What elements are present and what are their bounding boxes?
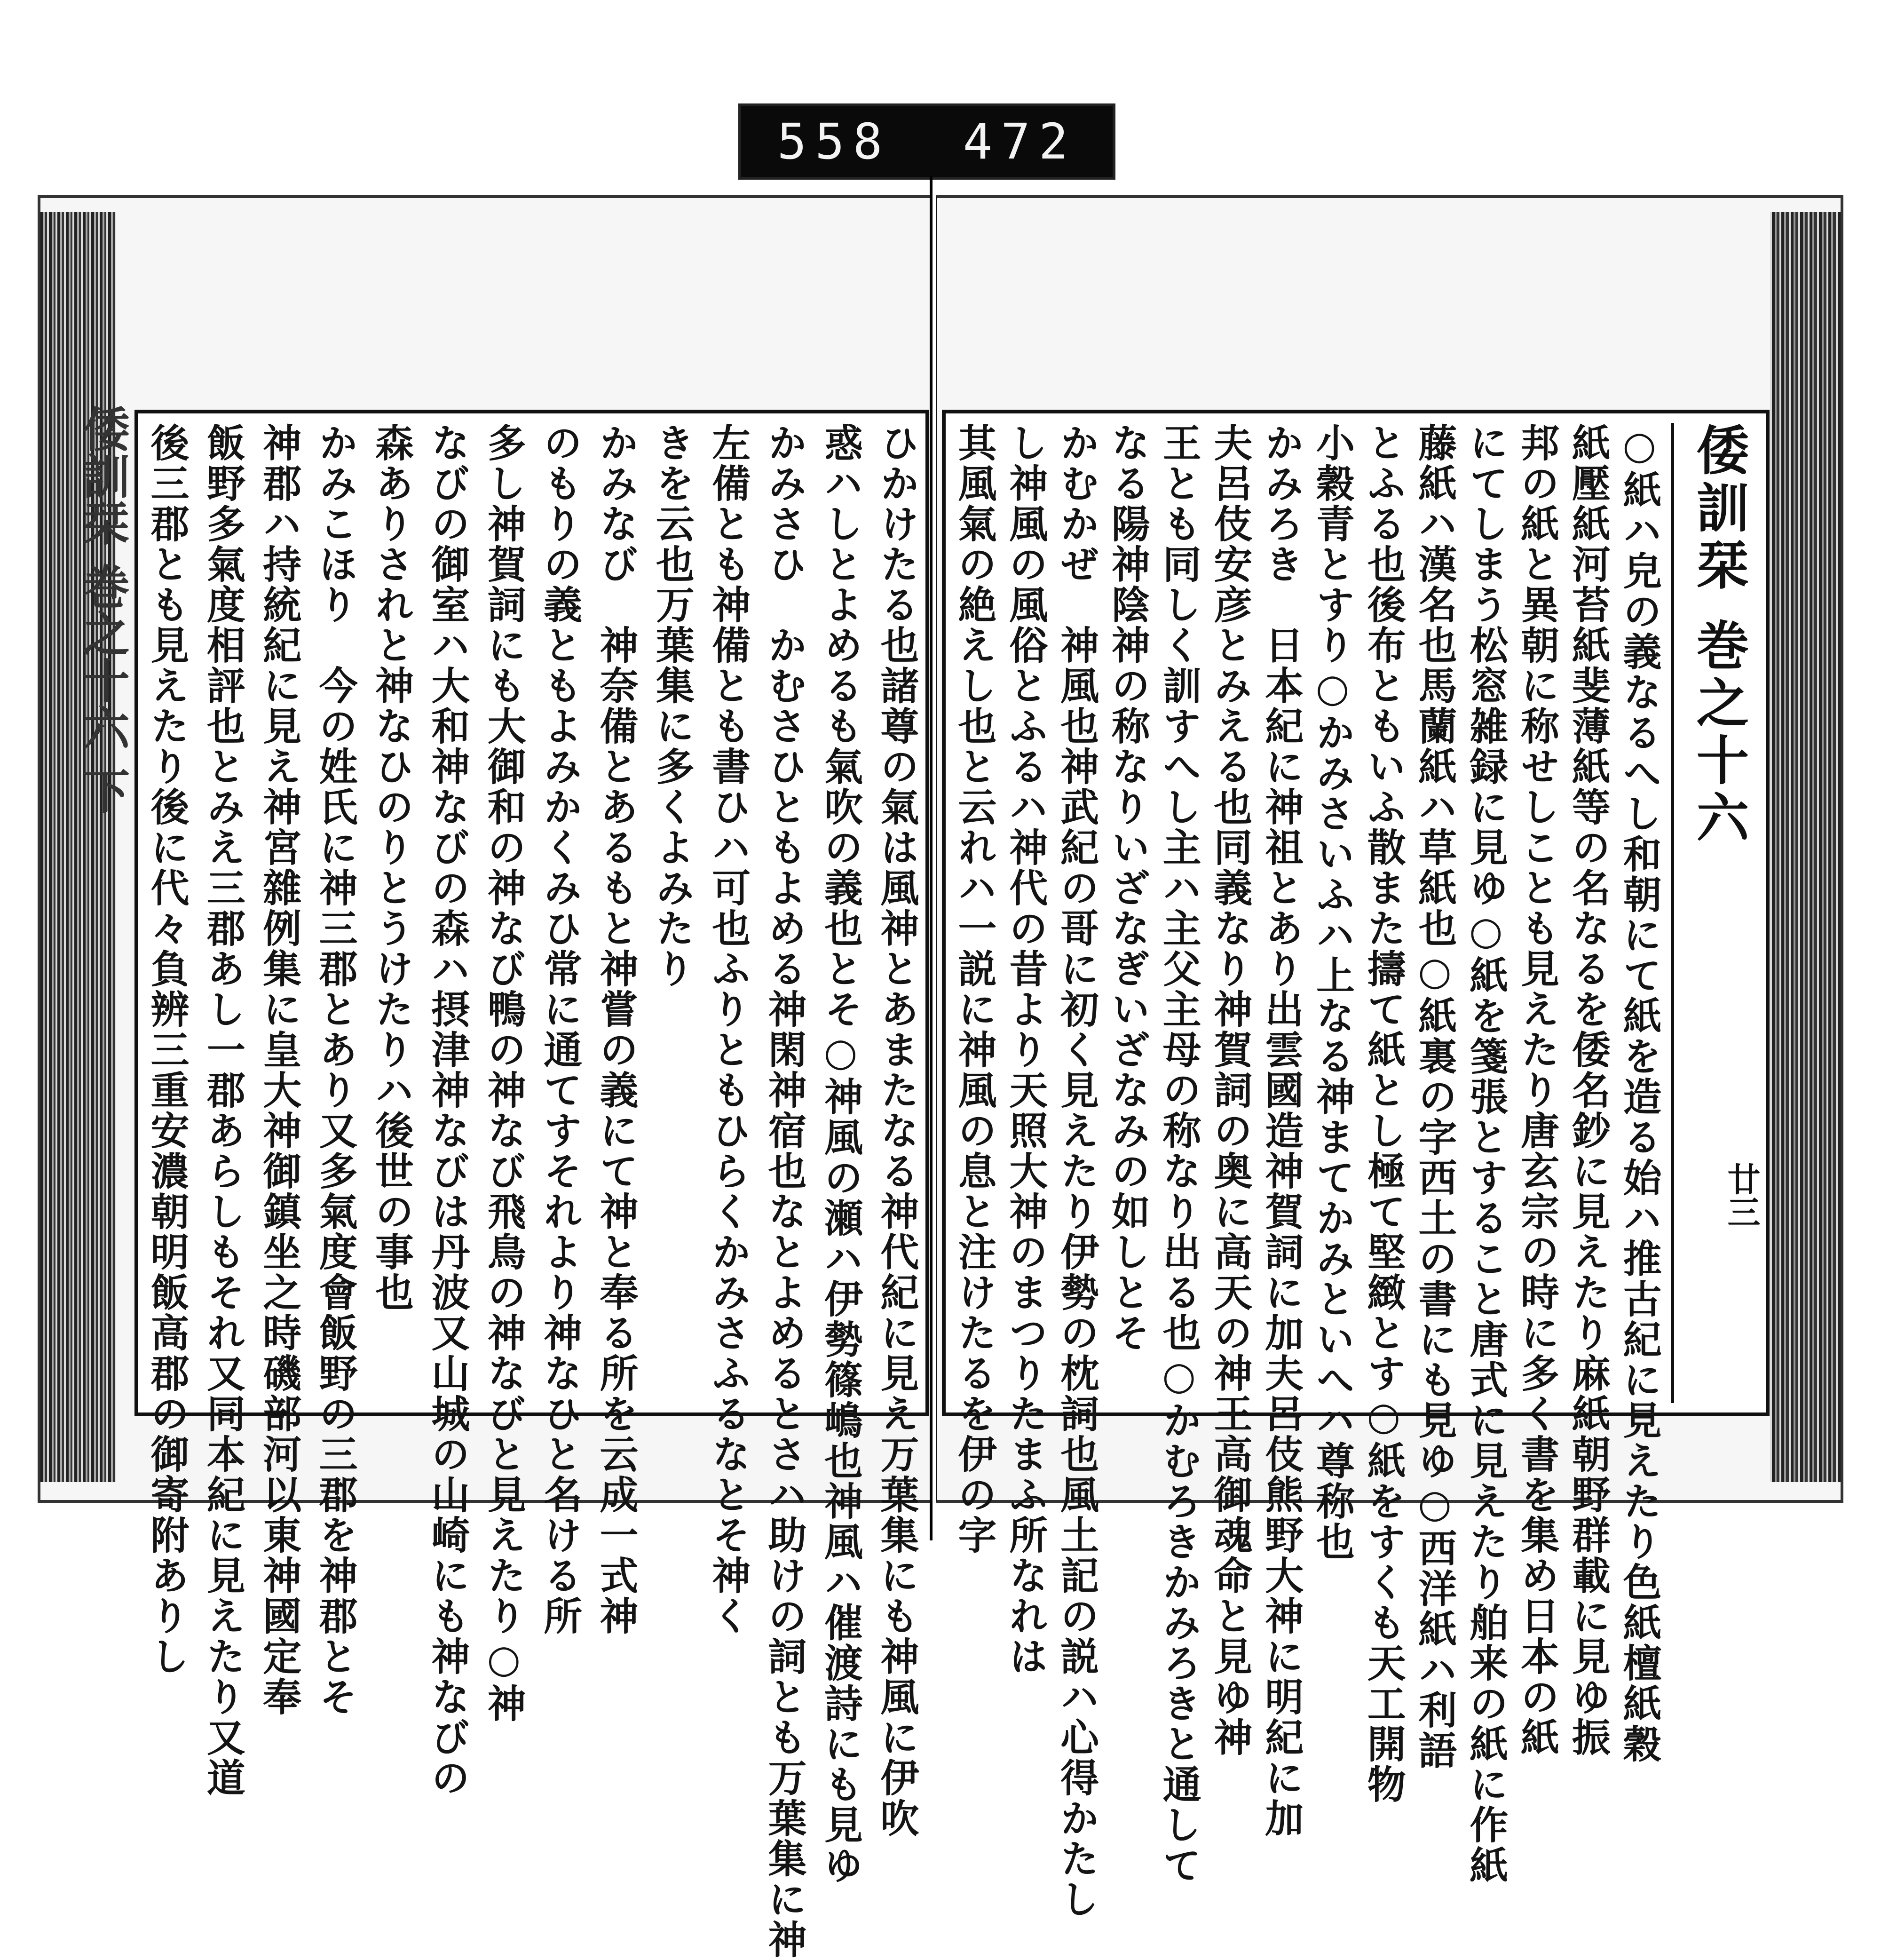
right-text-column: 王とも同しく訓すへし主ハ主父主母の称なり出る也○かむろきかみろきと通して: [1156, 423, 1202, 1886]
page-title: 倭訓栞 巻之十六: [1671, 423, 1756, 1403]
left-page: [38, 195, 931, 1960]
right-columns: [952, 423, 1756, 1920]
right-text-column: なる陽神陰神の称なりいざなぎいざなみの如しとそ: [1105, 423, 1151, 1353]
right-text-column: かみろき 日本紀に神祖とあり出雲國造神賀詞に加夫呂伎熊野大神に明紀に加: [1258, 423, 1304, 1839]
folio-number: 廿三: [1722, 1162, 1761, 1228]
right-text-column: 小穀青とすり○かみさいふハ上なる神まてかみといへハ尊称也: [1310, 423, 1355, 1562]
right-text-column: 邦の紙と異朝に称せしことも見えたり唐玄宗の時に多く書を集め日本の紙: [1514, 423, 1560, 1758]
right-text-column: にてしまう松窓雑録に見ゆ○紙を箋張とすること唐式に見えたり舶来の紙に作紙: [1463, 423, 1509, 1886]
left-text-column: かみさひ かむさひともよめる神閑神宿也なとよめるとさハ助けの詞とも万葉集に神: [762, 423, 807, 1960]
left-text-column: 多し神賀詞にも大御和の神なび鴨の神なび飛鳥の神なびと見えたり○神: [481, 423, 527, 1724]
left-columns: [144, 423, 919, 1960]
left-text-column: 左備とも神備とも書ひハ可也ふりともひらくかみさふるなとそ神く: [705, 423, 751, 1636]
left-text-column: 飯野多氣度相評也とみえ三郡あし一郡あらしもそれ又同本紀に見えたり又道: [200, 423, 246, 1798]
accession-left-number: 558: [777, 113, 891, 170]
accession-right-number: 472: [963, 113, 1077, 170]
left-spine-title: 倭訓栞 巻之十六 下: [75, 405, 130, 814]
right-text-column: ○紙ハ皃の義なるへし和朝にて紙を造る始ハ推古紀に見えたり色紙檀紙穀: [1617, 423, 1662, 1764]
left-text-column: のもりの義ともよみかくみひ常に通てすそれより神なひと名ける所: [537, 423, 583, 1636]
left-text-column: 惑ハしとよめるも氣吹の義也とそ○神風の瀬ハ伊勢篠嶋也神風ハ催渡詩にも見ゆ: [818, 423, 863, 1886]
left-text-column: かみこほり 今の姓氏に神三郡とあり又多氣度會飯野の三郡を神郡とそ: [313, 423, 358, 1717]
left-text-column: なびの御室ハ大和神なびの森ハ摂津神なびは丹波又山城の山崎にも神なびの: [425, 423, 470, 1798]
right-text-column: 紙壓紙河苔紙斐薄紙等の名なるを倭名鈔に見えたり麻紙朝野群載に見ゆ振: [1565, 423, 1611, 1758]
right-fore-edge: [1770, 212, 1841, 1482]
left-text-frame: [134, 410, 929, 1960]
accession-label: [738, 103, 1115, 180]
right-text-frame: [942, 410, 1770, 1920]
left-fore-edge: [40, 212, 116, 1482]
left-text-column: ひかけたる也諸尊の氣は風神とあまたなる神代紀に見え万葉集にも神風に伊吹: [874, 423, 919, 1839]
book-gutter: [930, 176, 933, 1540]
left-text-column: 森ありされと神なひのりとうけたりハ後世の事也: [369, 423, 414, 1313]
open-book: [38, 195, 1848, 1960]
right-text-column: 其風氣の絶えし也と云れハ一説に神風の息と注けたるを伊の字: [952, 423, 997, 1555]
right-text-column: かむかぜ 神風也神武紀の哥に初く見えたり伊勢の枕詞也風土記の説ハ心得かたし: [1054, 423, 1099, 1920]
right-page: [936, 195, 1843, 1920]
right-text-column: 夫呂伎安彦とみえる也同義なり神賀詞の奥に高天の神王高御魂命と見ゆ神: [1207, 423, 1253, 1758]
left-text-column: かみなび 神奈備とあるもと神嘗の義にて神と奉る所を云成一式神: [593, 423, 639, 1636]
right-text-column: 藤紙ハ漢名也馬蘭紙ハ草紙也○紙裏の字西土の書にも見ゆ○西洋紙ハ利語: [1412, 423, 1458, 1771]
left-text-column: きを云也万葉集に多くよみたり: [649, 423, 695, 989]
right-text-column: し神風の風俗とふるハ神代の昔より天照大神のまつりたまふ所なれは: [1003, 423, 1048, 1677]
left-text-column: 神郡ハ持統紀に見え神宮雜例集に皇大神御鎮坐之時磯部河以東神國定奉: [256, 423, 302, 1717]
right-text-column: とふる也後布ともいふ散また擣て紙とし極て堅緻とす○紙をすくも天工開物: [1361, 423, 1407, 1805]
left-text-column: 後三郡とも見えたり後に代々負辨三重安濃朝明飯高郡の御寄附ありし: [144, 423, 190, 1677]
